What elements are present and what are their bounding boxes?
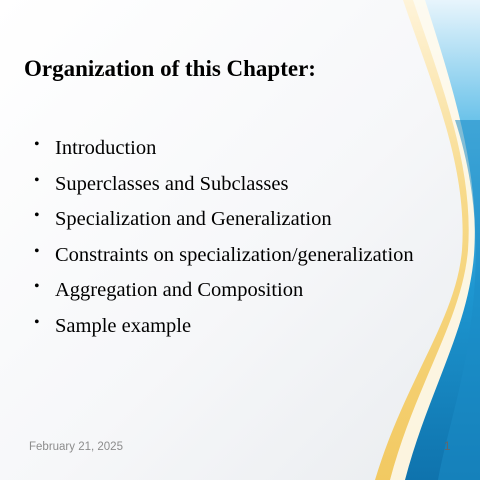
bullet-marker: • (34, 171, 40, 189)
bullet-text: Constraints on specialization/generalization (55, 243, 414, 266)
bullet-marker: • (34, 136, 40, 153)
slide-title: Organization of this Chapter: (24, 56, 316, 81)
bullet-item (34, 133, 414, 169)
bullet-text: Sample example (55, 314, 192, 337)
bullet-item (34, 204, 414, 240)
bullet-text: Superclasses and Subclasses (55, 172, 289, 195)
bullet-marker: • (34, 242, 40, 260)
bullet-item (34, 275, 414, 311)
bullet-item (34, 311, 414, 347)
bullet-marker: • (34, 207, 40, 224)
bullet-text: Aggregation and Composition (55, 279, 304, 301)
page-number: 1 (444, 441, 451, 453)
bullet-item (34, 240, 414, 276)
bullet-marker: • (34, 278, 40, 295)
bullet-item (34, 169, 414, 205)
bullet-text: Introduction (55, 137, 157, 159)
footer-date: February 21, 2025 (29, 441, 123, 453)
bullet-text: Specialization and Generalization (55, 208, 332, 230)
bullet-list (34, 133, 414, 346)
bullet-marker: • (34, 313, 40, 331)
